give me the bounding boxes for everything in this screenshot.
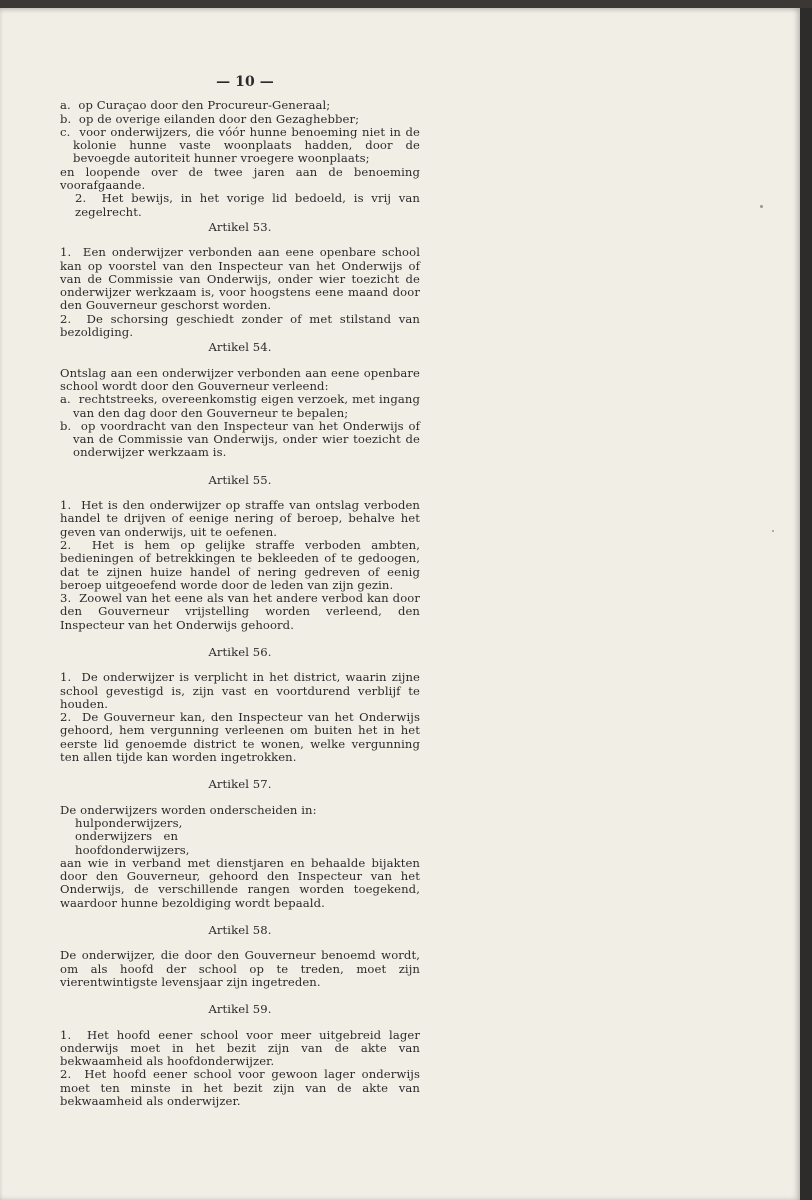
list-item: hoofdonderwijzers, <box>75 842 190 857</box>
paragraph: en loopende over de twee jaren aan de benoeming voorafgaande. <box>60 164 420 193</box>
list-item: onderwijzers en <box>75 829 179 844</box>
paragraph: 1. Het hoofd eener school voor meer uitgebreid lager onderwijs moet in het bezit zijn van de akte van bekwaamheid als hoofdonderwijzer. <box>60 1027 420 1069</box>
article-heading: Artikel 55. <box>208 472 272 487</box>
paragraph: De onderwijzer, die door den Gouverneur benoemd wordt, om als hoofd der school op te treden, moet zijn vierentwintigste levensjaar zijn ingetreden. <box>60 948 420 989</box>
paragraph: 1. Het is den onderwijzer op straffe van ontslag verboden handel te drijven of eenige nering of beroep, behalve het geven van onderwijs, uit te oefenen. <box>60 498 420 539</box>
article-heading: Artikel 57. <box>208 777 272 792</box>
list-item: a. rechtstreeks, overeenkomstig eigen verzoek, met ingang van den dag door den Gouverneur te bepalen; <box>60 392 420 420</box>
list-item: b. op de overige eilanden door den Gezaghebber; <box>60 111 360 126</box>
page-content <box>60 76 420 1108</box>
paragraph: Ontslag aan een onderwijzer verbonden aan eene openbare school wordt door den Gouverneur verleend: <box>60 365 420 393</box>
paragraph: 1. Een onderwijzer verbonden aan eene openbare school kan op voorstel van den Inspecteur van het Onderwijs of van de Commissie van Onderwijs, onder wier toezicht de onderwijzer werkzaam is, voor hoogstens eene maand door den Gouverneur geschorst worden. <box>60 245 420 313</box>
paragraph: 2. Het is hem op gelijke straffe verboden ambten, bedieningen of betrekkingen te bekleeden of te gedoogen, dat te zijnen huize handel of nering gedreven of eenig beroep uitgeoefend worde door de leden van zijn gezin. <box>60 537 420 592</box>
paragraph: 2. De Gouverneur kan, den Inspecteur van het Onderwijs gehoord, hem vergunning verleenen om buiten het in het eerste lid genoemde district te wonen, welke vergunning ten allen tijde kan worden ingetrokken. <box>60 710 420 765</box>
list-item: a. op Curaçao door den Procureur-Generaal; <box>60 98 331 113</box>
list-item: c. voor onderwijzers, die vóór hunne benoeming niet in de kolonie hunne vaste woonplaats hadden, door de bevoegde autoriteit hunner vroegere woonplaats; <box>60 124 420 166</box>
paragraph: 2. Het bewijs, in het vorige lid bedoeld, is vrij van zegelrecht. <box>75 191 420 219</box>
article-heading: Artikel 58. <box>208 923 272 938</box>
article-heading: Artikel 53. <box>208 219 272 234</box>
list-item: hulponderwijzers, <box>75 815 183 830</box>
article-heading: Artikel 54. <box>208 340 272 355</box>
article-heading: Artikel 59. <box>208 1002 272 1017</box>
page-edge <box>800 8 812 1200</box>
dust-speck <box>772 530 774 532</box>
paragraph: aan wie in verband met dienstjaren en behaalde bijakten door den Gouverneur, gehoord den Inspecteur van het Onderwijs, de verschillende rangen worden toegekend, waardoor hunne bezoldiging wordt bepaald. <box>60 855 420 910</box>
paragraph: 2. Het hoofd eener school voor gewoon lager onderwijs moet ten minste in het bezit zijn van de akte van bekwaamheid als onderwijzer. <box>60 1067 420 1108</box>
list-item: b. op voordracht van den Inspecteur van het Onderwijs of van de Commissie van Onderwijs, onder wier toezicht de onderwijzer werkzaam is. <box>60 418 420 460</box>
paragraph: 1. De onderwijzer is verplicht in het district, waarin zijne school gevestigd is, zijn vast en voortdurend verblijf te houden. <box>60 670 420 711</box>
paragraph: 2. De schorsing geschiedt zonder of met stilstand van bezoldiging. <box>60 311 420 340</box>
dust-speck <box>760 205 763 208</box>
article-heading: Artikel 56. <box>208 644 272 659</box>
paragraph: 3. Zoowel van het eene als van het andere verbod kan door den Gouverneur vrijstelling worden verleend, den Inspecteur van het Onderwijs gehoord. <box>60 591 420 632</box>
page-number: — 10 — <box>216 74 274 90</box>
paragraph: De onderwijzers worden onderscheiden in: <box>60 802 317 817</box>
